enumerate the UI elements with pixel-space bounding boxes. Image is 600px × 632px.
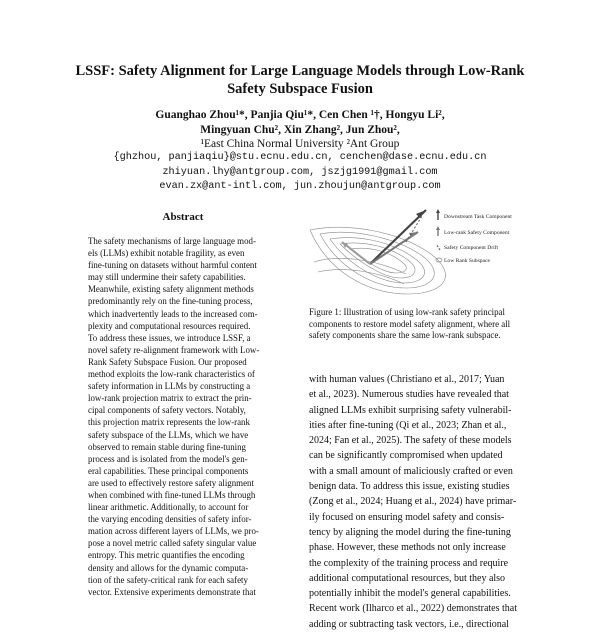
abstract-line: The safety mechanisms of large language mod- bbox=[88, 236, 256, 246]
legend-subspace: Low Rank Subspace bbox=[444, 258, 490, 264]
abstract-line: low-rank projection matrix to extract the prin- bbox=[88, 393, 252, 404]
caption-line: components to restore model safety alignment, where all bbox=[309, 318, 511, 329]
abstract-line: plexity and computational resources required. bbox=[88, 320, 251, 331]
abstract-line: predominantly rely on the fine-tuning process, bbox=[88, 296, 253, 307]
body-line: ities after fine-tuning (Qi et al., 2023; Zhan et al., bbox=[309, 419, 507, 431]
abstract-line: cipal components of safety vectors. Notably, bbox=[88, 405, 246, 416]
abstract-heading: Abstract bbox=[162, 211, 204, 223]
body-line: potentially inhibit the model's general capabilities. bbox=[309, 588, 511, 600]
body-line: 2024; Fan et al., 2025). The safety of these models bbox=[309, 435, 512, 447]
body-line: (Zong et al., 2024; Huang et al., 2024) have primar- bbox=[309, 496, 517, 508]
caption-line: Figure 1: Illustration of using low-rank safety principal bbox=[309, 307, 505, 317]
body-line: benign data. To address this issue, existing studies bbox=[309, 481, 510, 493]
abstract-line: fine-tuning on datasets without harmful content bbox=[88, 260, 257, 271]
subspace-contours bbox=[310, 227, 445, 294]
abstract-line: mation across different layers of LLMs, we pro- bbox=[88, 526, 259, 537]
abstract-line: observed to remain stable during fine-tuning bbox=[88, 441, 246, 452]
title-line: Safety Subspace Fusion bbox=[227, 81, 373, 97]
caption-line: safety components share the same low-rank subspace. bbox=[309, 330, 501, 340]
figure-caption bbox=[309, 307, 531, 342]
figure-legend bbox=[436, 209, 512, 264]
abstract-line: Meanwhile, existing safety alignment methods bbox=[88, 284, 254, 295]
abstract-line: Rank Safety Subspace Fusion. Our proposed bbox=[88, 356, 247, 367]
email-list bbox=[40, 151, 560, 195]
authors-line: Guanghao Zhou¹*, Panjia Qiu¹*, Cen Chen ¹†, Hongyu Li², bbox=[155, 109, 445, 121]
affiliation: ¹East China Normal University ²Ant Group bbox=[200, 138, 400, 150]
abstract-line: the varying encoding densities of safety infor- bbox=[88, 514, 252, 525]
abstract-line: entropy. This metric quantifies the encoding bbox=[88, 550, 245, 561]
body-line: phase. However, these methods not only increase bbox=[309, 542, 506, 554]
abstract-line: eral capabilities. These principal components bbox=[88, 465, 249, 476]
legend-safety-drift: Safety Component Drift bbox=[444, 245, 499, 251]
body-line: ily focused on ensuring model safety and consis- bbox=[309, 511, 505, 523]
body-line: additional computational resources, but they also bbox=[309, 572, 506, 584]
abstract-line: To address these issues, we introduce LSSF, a bbox=[88, 332, 251, 343]
body-line: et al., 2023). Numerous studies have revealed that bbox=[309, 389, 509, 401]
abstract-line: tion of the safety-critical rank for each safety bbox=[88, 574, 248, 585]
abstract-line: this projection matrix represents the low-rank bbox=[88, 417, 250, 428]
abstract-line: safety information in LLMs by constructing a bbox=[88, 381, 251, 392]
author-list bbox=[40, 108, 560, 138]
body-line: adding or subtracting task vectors, i.e., directional bbox=[309, 618, 509, 630]
legend-drift-icon bbox=[436, 244, 440, 250]
figure-1 bbox=[308, 202, 540, 302]
abstract-line: safety subspace of the LLMs, which we have bbox=[88, 429, 249, 440]
body-line: with human values (Christiano et al., 2017; Yuan bbox=[309, 374, 505, 385]
legend-downstream: Downstream Task Component bbox=[444, 214, 512, 220]
abstract-line: pose a novel metric called safety singular value bbox=[88, 538, 257, 549]
component-arrows bbox=[342, 210, 426, 264]
body-line: with a small amount of maliciously crafted or even bbox=[309, 465, 513, 477]
title-line: LSSF: Safety Alignment for Large Language Models through Low-Rank bbox=[75, 63, 525, 79]
abstract-line: process and is isolated from the model's gen- bbox=[88, 453, 248, 464]
abstract-line: vector. Extensive experiments demonstrate that bbox=[88, 586, 256, 597]
email-line: zhiyuan.lhy@antgroup.com, jszjg1991@gmail.com bbox=[162, 166, 438, 178]
abstract-line: method exploits the low-rank characteristics of bbox=[88, 369, 255, 380]
body-line: aligned LLMs exhibit surprising safety vulnerabil- bbox=[309, 404, 512, 416]
intro-body bbox=[309, 372, 531, 632]
body-line: Recent work (Ilharco et al., 2022) demonstrates that bbox=[309, 603, 517, 615]
body-line: tency by aligning the model during the fine-tuning bbox=[309, 526, 511, 538]
body-line: can be significantly compromised when updated bbox=[309, 450, 503, 462]
email-line: evan.zx@ant-intl.com, jun.zhoujun@antgroup.com bbox=[159, 181, 441, 192]
abstract-line: density and allows for the dynamic computa- bbox=[88, 562, 249, 573]
abstract-line: are used to effectively restore safety alignment bbox=[88, 477, 254, 488]
abstract-line: linear arithmetic. Additionally, to account for bbox=[88, 502, 249, 513]
legend-low-rank-safety: Low-rank Safety Component bbox=[444, 230, 510, 236]
abstract-line: may still undermine their safety capabilities. bbox=[88, 272, 246, 283]
paper-title bbox=[40, 62, 560, 98]
authors-line: Mingyuan Chu², Xin Zhang², Jun Zhou², bbox=[200, 124, 400, 136]
abstract-line: which inadvertently leads to the increased com- bbox=[88, 308, 258, 319]
abstract-line: when combined with fine-tuned LLMs through bbox=[88, 489, 256, 500]
abstract-body bbox=[88, 235, 278, 598]
body-line: the complexity of the training process and require bbox=[309, 557, 509, 569]
abstract-line: novel safety re-alignment framework with Low- bbox=[88, 344, 260, 355]
abstract-line: els (LLMs) exhibit notable fragility, as even bbox=[88, 248, 245, 259]
email-line: {ghzhou, panjiaqiu}@stu.ecnu.edu.cn, cenchen@dase.ecnu.edu.cn bbox=[113, 152, 487, 163]
